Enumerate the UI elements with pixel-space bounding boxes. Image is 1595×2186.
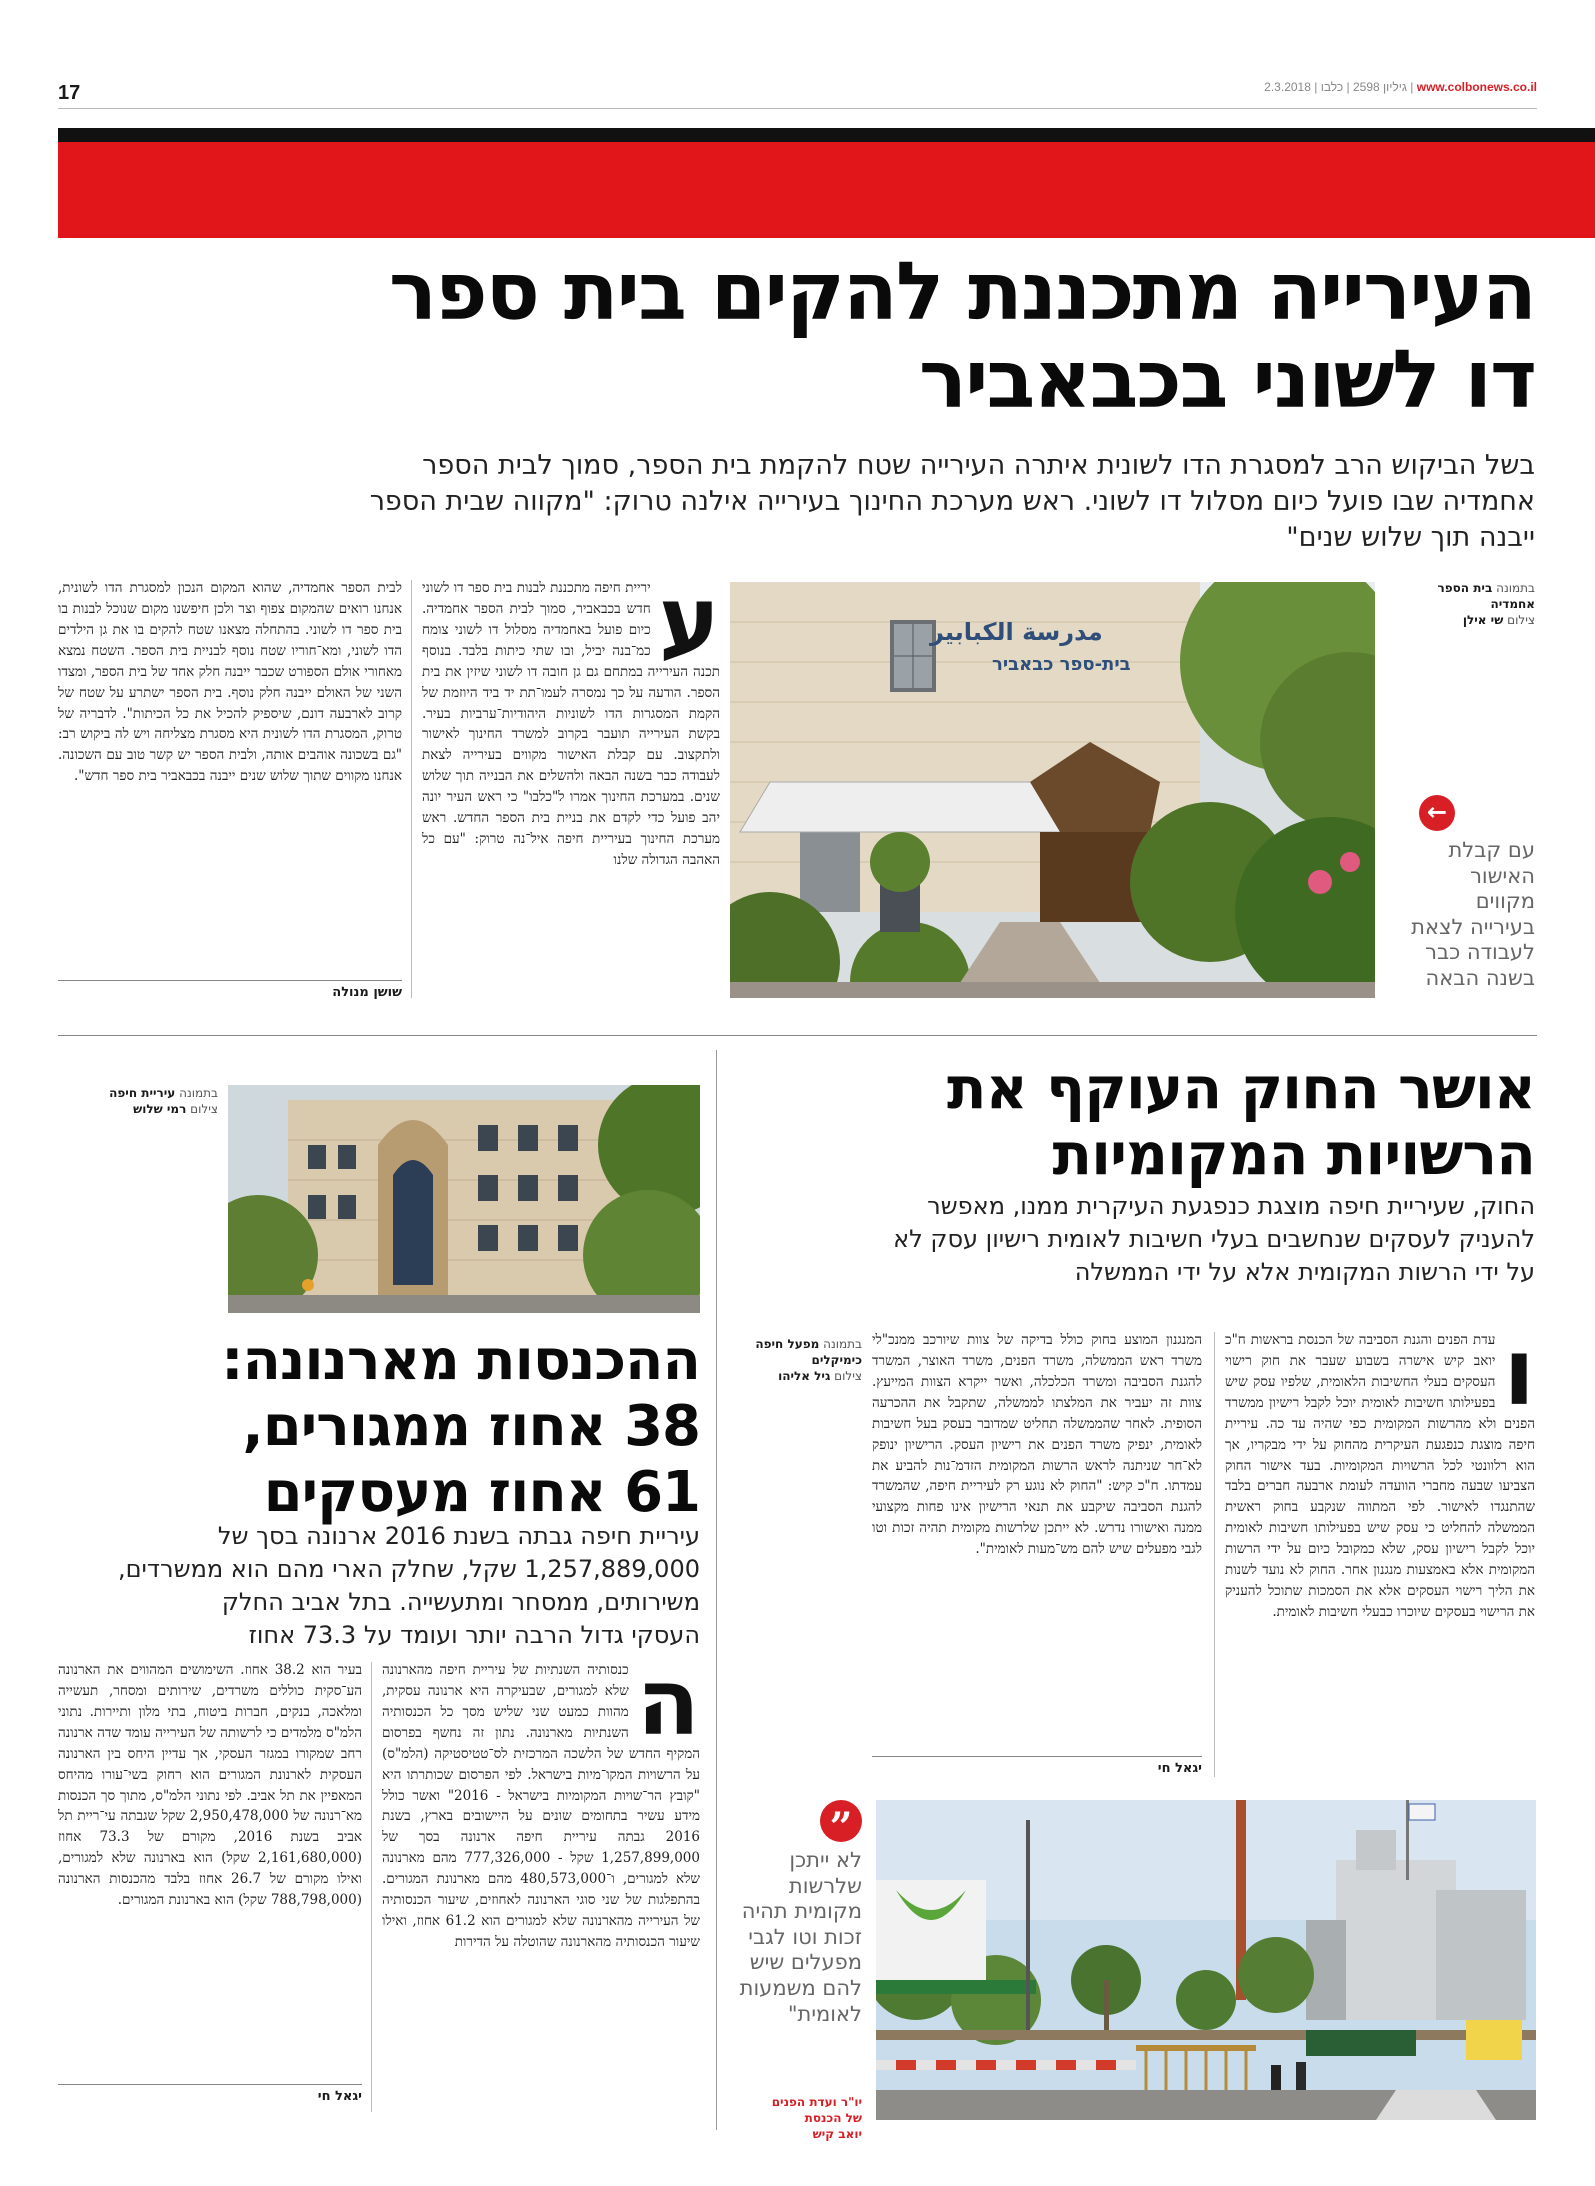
story1-byline: שושן מנולה: [58, 980, 402, 1000]
story3-column-1: ה כנסותיה השנתיות של עיריית חיפה מהארנונה שלא למגורים, שבעיקרה היא ארנונה עסקית, מהוות כמעט שני שליש מסך כל הכנסותיה השנתיות מארנונה. נתון זה נחשף בפרסום המקיף החדש של הלשכה המרכזית לס־טטיסטיקה (הלמ"ס) על הרשויות המקו־מיות בישראל. לפי הפרסום שכותרתו היא "קובץ הר־שויות המקומיות בישראל - 2016" ואשר כולל מידע עשיר בתחומים שונים על היישובים בארץ, בשנת 2016 גבתה עיריית חיפה ארנונה בסך של 1,257,899,000 שקל - 777,326,000 מהם מארנונה שלא למגורים, ו־480,573,000 מהם מארנונת המגורים. בהתפלגות של שני סוגי הארנונה לאחוזים, שיעור הכנסותיה של העירייה מהארנונה שלא למגורים הוא 61.2 אחוז, ואילו שיעור הכנסותיה מהארנונה שהוטלה על הדירות: [382, 1660, 700, 1950]
header-date: 2.3.2018: [1264, 80, 1311, 94]
city-hall-photo: [228, 1085, 700, 1313]
story2-dropcap: ו: [1503, 1330, 1535, 1426]
story2-pull-quote: לא ייתכן שלרשות מקומית תהיה זכות וטו לגבי מפעלים שיש להם משמעות לאומית": [739, 1848, 862, 2026]
story1-caption: בתמונה בית הספר אחמדיה צילום שי אילן: [1437, 581, 1535, 628]
header-meta: 2.3.2018 | גיליון 2598 | כלבו | www.colbonews.co.il: [1264, 80, 1537, 94]
story2-caption: בתמונה מפעל חיפה כימיקלים צילום גיל אליהו: [755, 1337, 862, 1384]
story1-column-1: ע יריית חיפה מתכננת לבנות בית ספר דו לשוני חדש בכבאביר, סמוך לבית הספר אחמדיה. כיום פועל באחמדיה מסלול דו לשוני צומח כמ־בנה יביל, ובו שתי כיתות בלבד. בנוסף תכנה העירייה במתחם גם גן חובה דו לשוני שיזין את בית הספר. הודעה על כך נמסרה לעמו־תת יד ביד היוזמת של הקמת המסגרות הדו לשוניות היהודיות־ערביות בעיר. בקשת העירייה תועבר בקרוב למשרד החינוך לאישור ולתקצוב. עם קבלת האישור מקווים בעירייה לצאת לעבודה כבר בשנה הבאה ולהשלים את הבנייה תוך שלוש שנים. במערכת החינוך אמרו ל"כלבו" כי ראש העיר יונה יהב פועל כדי לקדם את בניית בית הספר החדש. ראש מערכת החינוך בעיריית חיפה איל־נה טרוק: "עם כל האהבה הגדולה שלנו: [422, 578, 720, 868]
school-sign-arabic: مدرسة الكبابير: [930, 618, 1103, 646]
school-sign-hebrew: בית-ספר כבאביר: [992, 654, 1131, 675]
factory-photo: [876, 1800, 1536, 2120]
story1-headline: העירייה מתכננת להקים בית ספר דו לשוני בכבאביר: [388, 245, 1535, 426]
story3-headline: ההכנסות מארנונה: 38 אחוז ממגורים, 61 אחוז מעסקים: [221, 1328, 700, 1525]
story3-dropcap: ה: [636, 1660, 700, 1756]
story2-subhead: החוק, שעיריית חיפה מוצגת כנפגעת העיקרית ממנו, מאפשר להעניק לעסקים שנחשבים בעלי חשיבות לאומית רישיון עסק לא על ידי הרשות המקומית אלא על ידי הממשלה: [893, 1192, 1535, 1286]
school-photo: [730, 582, 1375, 998]
story1-pull-quote: עם קבלת האישור מקווים בעירייה לצאת לעבודה כבר בשנה הבאה: [1411, 838, 1535, 991]
top-banner: [58, 128, 1595, 238]
story2-headline: אושר החוק העוקף את הרשויות המקומיות: [947, 1054, 1535, 1188]
header-website[interactable]: www.colbonews.co.il: [1416, 80, 1537, 94]
header-rule: [58, 108, 1537, 109]
story3-caption: בתמונה עיריית חיפה צילום רמי שלוש: [109, 1086, 218, 1117]
quote-mark-icon: ”: [820, 1800, 862, 1842]
story2-byline: יגאל חי: [872, 1756, 1202, 1776]
story3-column-2: בעיר הוא 38.2 אחוז. השימושים המהווים את הארנונה הע־סקית כוללים משרדים, שירותים ומסחר, תעשייה ומלאכה, בנקים, חברות ביטוח, בתי מלון ותיירות. נתוני הלמ"ס מלמדים כי לרשותה של העירייה עומד שדה ארנונה רחב שמקורו במגזר העסקי, אך עדיין היחס בין הארנונה העסקית לארנונת המגורים הוא רחוק בשי־עורו מהיחס המאפיין את תל אביב. לפי נתוני הלמ"ס, מתוך סך הכנסות מא־רנונה של 2,950,478,000 שקל שגבתה עי־ריית תל אביב בשנת 2016, מקורם של 73.3 אחוז (2,161,680,000 שקל) הוא בארנונה שלא למגורים, ואילו מקורם של 26.7 אחוז בלבד מהכנסות הארנונה (788,798,000 שקל) הוא בארנונת המגורים.: [58, 1662, 362, 1909]
story2-quote-attribution: יו"ר ועדת הפנים של הכנסת יואב קיש: [771, 2095, 862, 2142]
story3-byline: יגאל חי: [58, 2084, 362, 2104]
page-number: 17: [58, 82, 81, 104]
story3-subhead: עיריית חיפה גבתה בשנת 2016 ארנונה בסך של 1,257,889,000 שקל, שחלק הארי מהם הוא ממשרדים, משירותים, ממסחר ומתעשייה. בתל אביב החלק העסקי גדול הרבה יותר ועומד על 73.3 אחוז: [118, 1522, 700, 1649]
story1-column-2: לבית הספר אחמדיה, שהוא המקום הנכון למסגרת הדו לשונית, אנחנו רואים שהמקום צפוף וצר ולכן חיפשנו מקום שנוכל לבנות בו בית ספר דו לשוני. בהתחלה מצאנו שטח להקים בו את גן הילדים הדו לשוני, ומא־חוריו שטח נוסף לבניית בית הספר. השטח נמצא מאחורי אולם הספורט שכבר ייבנה חלק אחד של בית הספר, ומצדו השני של האולם ייבנה חלק נוסף. בית הספר ישתרע על שטח של קרוב לארבעה דונם, שיספיק להכיל את כל הכיתות". לדבריה של טרוק, המסגרת הדו לשונית היא מסגרת מצליחה ויש לה ביקוש רב: "גם בשכונה אוהבים אותה, ולבית הספר יש קשר טוב עם השכונה. אנחנו מקווים שתוך שלוש שנים ייבנה בכבאביר בית ספר חדש".: [58, 580, 402, 785]
header-issue: גיליון 2598: [1353, 80, 1407, 94]
section-divider: [58, 1035, 1537, 1036]
story1-dropcap: ע: [658, 578, 720, 674]
story2-column-1: ו עדת הפנים והגנת הסביבה של הכנסת בראשות ח"כ יואב קיש אישרה בשבוע שעבר את חוק רישוי העסקים בעלי החשיבות הלאומית, שלפיו עסק שיש בפעילותו חשיבות לאומית יוכל לקבל רישיון ממשרד הפנים ולא מהרשות המקומית כפי שהיה עד כה. עיריית חיפה מוצגת כנפגעת העיקרית מהחוק על ידי מבקריו, אך הוא רלוונטי לכל הרשויות המקומיות. בעד אישור החוק הצביעו שבעה מחברי הוועדה לעומת ארבעה חברים בלבד שהתנגדו לאישור. לפי המתווה שנקבע בחוק ראשית הממשלה להחליט כי עסק שיש בפעילותו חשיבות לאומית יוכל לקבל רישיון עסק, שלא כמקובל כיום על ידי הרשות המקומית אלא באמצעות מנגנון אחר. החוק לא נועד לשנות את הליך רישוי העסקים אלא את הסמכות שתוכל להעניק את הרישוי בעסקים שיוכרו כבעלי חשיבות לאומית.: [1225, 1330, 1535, 1620]
header-publication: כלבו: [1320, 80, 1344, 94]
story2-column-2: המנגנון המוצע בחוק כולל בדיקה של צוות שיורכב ממנכ"לי משרד ראש הממשלה, משרד הפנים, משרד האוצר, המשרד להגנת הסביבה ומשרד הכלכלה, ואשר ייקרא הצוות המייעץ. צוות זה יעביר את המלצתו לממשלה, שתקבל את ההכרעה הסופית. לאחר שהממשלה תחליט שמדובר בעסק בעל חשיבות לאומית, ינפיק משרד הפנים את רישיון העסק. הרישיון ינופק לא־חר שניתנה לראש הרשות המקומית הזדמ־נות להביע את עמדתו. ח"כ קיש: "החוק לא נוגע רק לעיריית חיפה, שהמשרד להגנת הסביבה שיקבע את תנאי הרישיון אינו פחות מקצועי ממנה ואישורו נדרש. לא ייתכן שלרשות מקומית תהיה זכות וטו לגבי מפעלים שיש להם מש־מעות לאומית".: [872, 1332, 1202, 1558]
story1-subhead: בשל הביקוש הרב למסגרת הדו לשונית איתרה העירייה שטח להקמת בית הספר, סמוך לבית הספר אחמדיה שבו פועל כיום מסלול דו לשוני. ראש מערכת החינוך בעירייה אילנה טרוק: "מקווה שבית הספר ייבנה תוך שלוש שנים": [369, 450, 1535, 553]
arrow-left-icon: ←: [1419, 795, 1455, 831]
